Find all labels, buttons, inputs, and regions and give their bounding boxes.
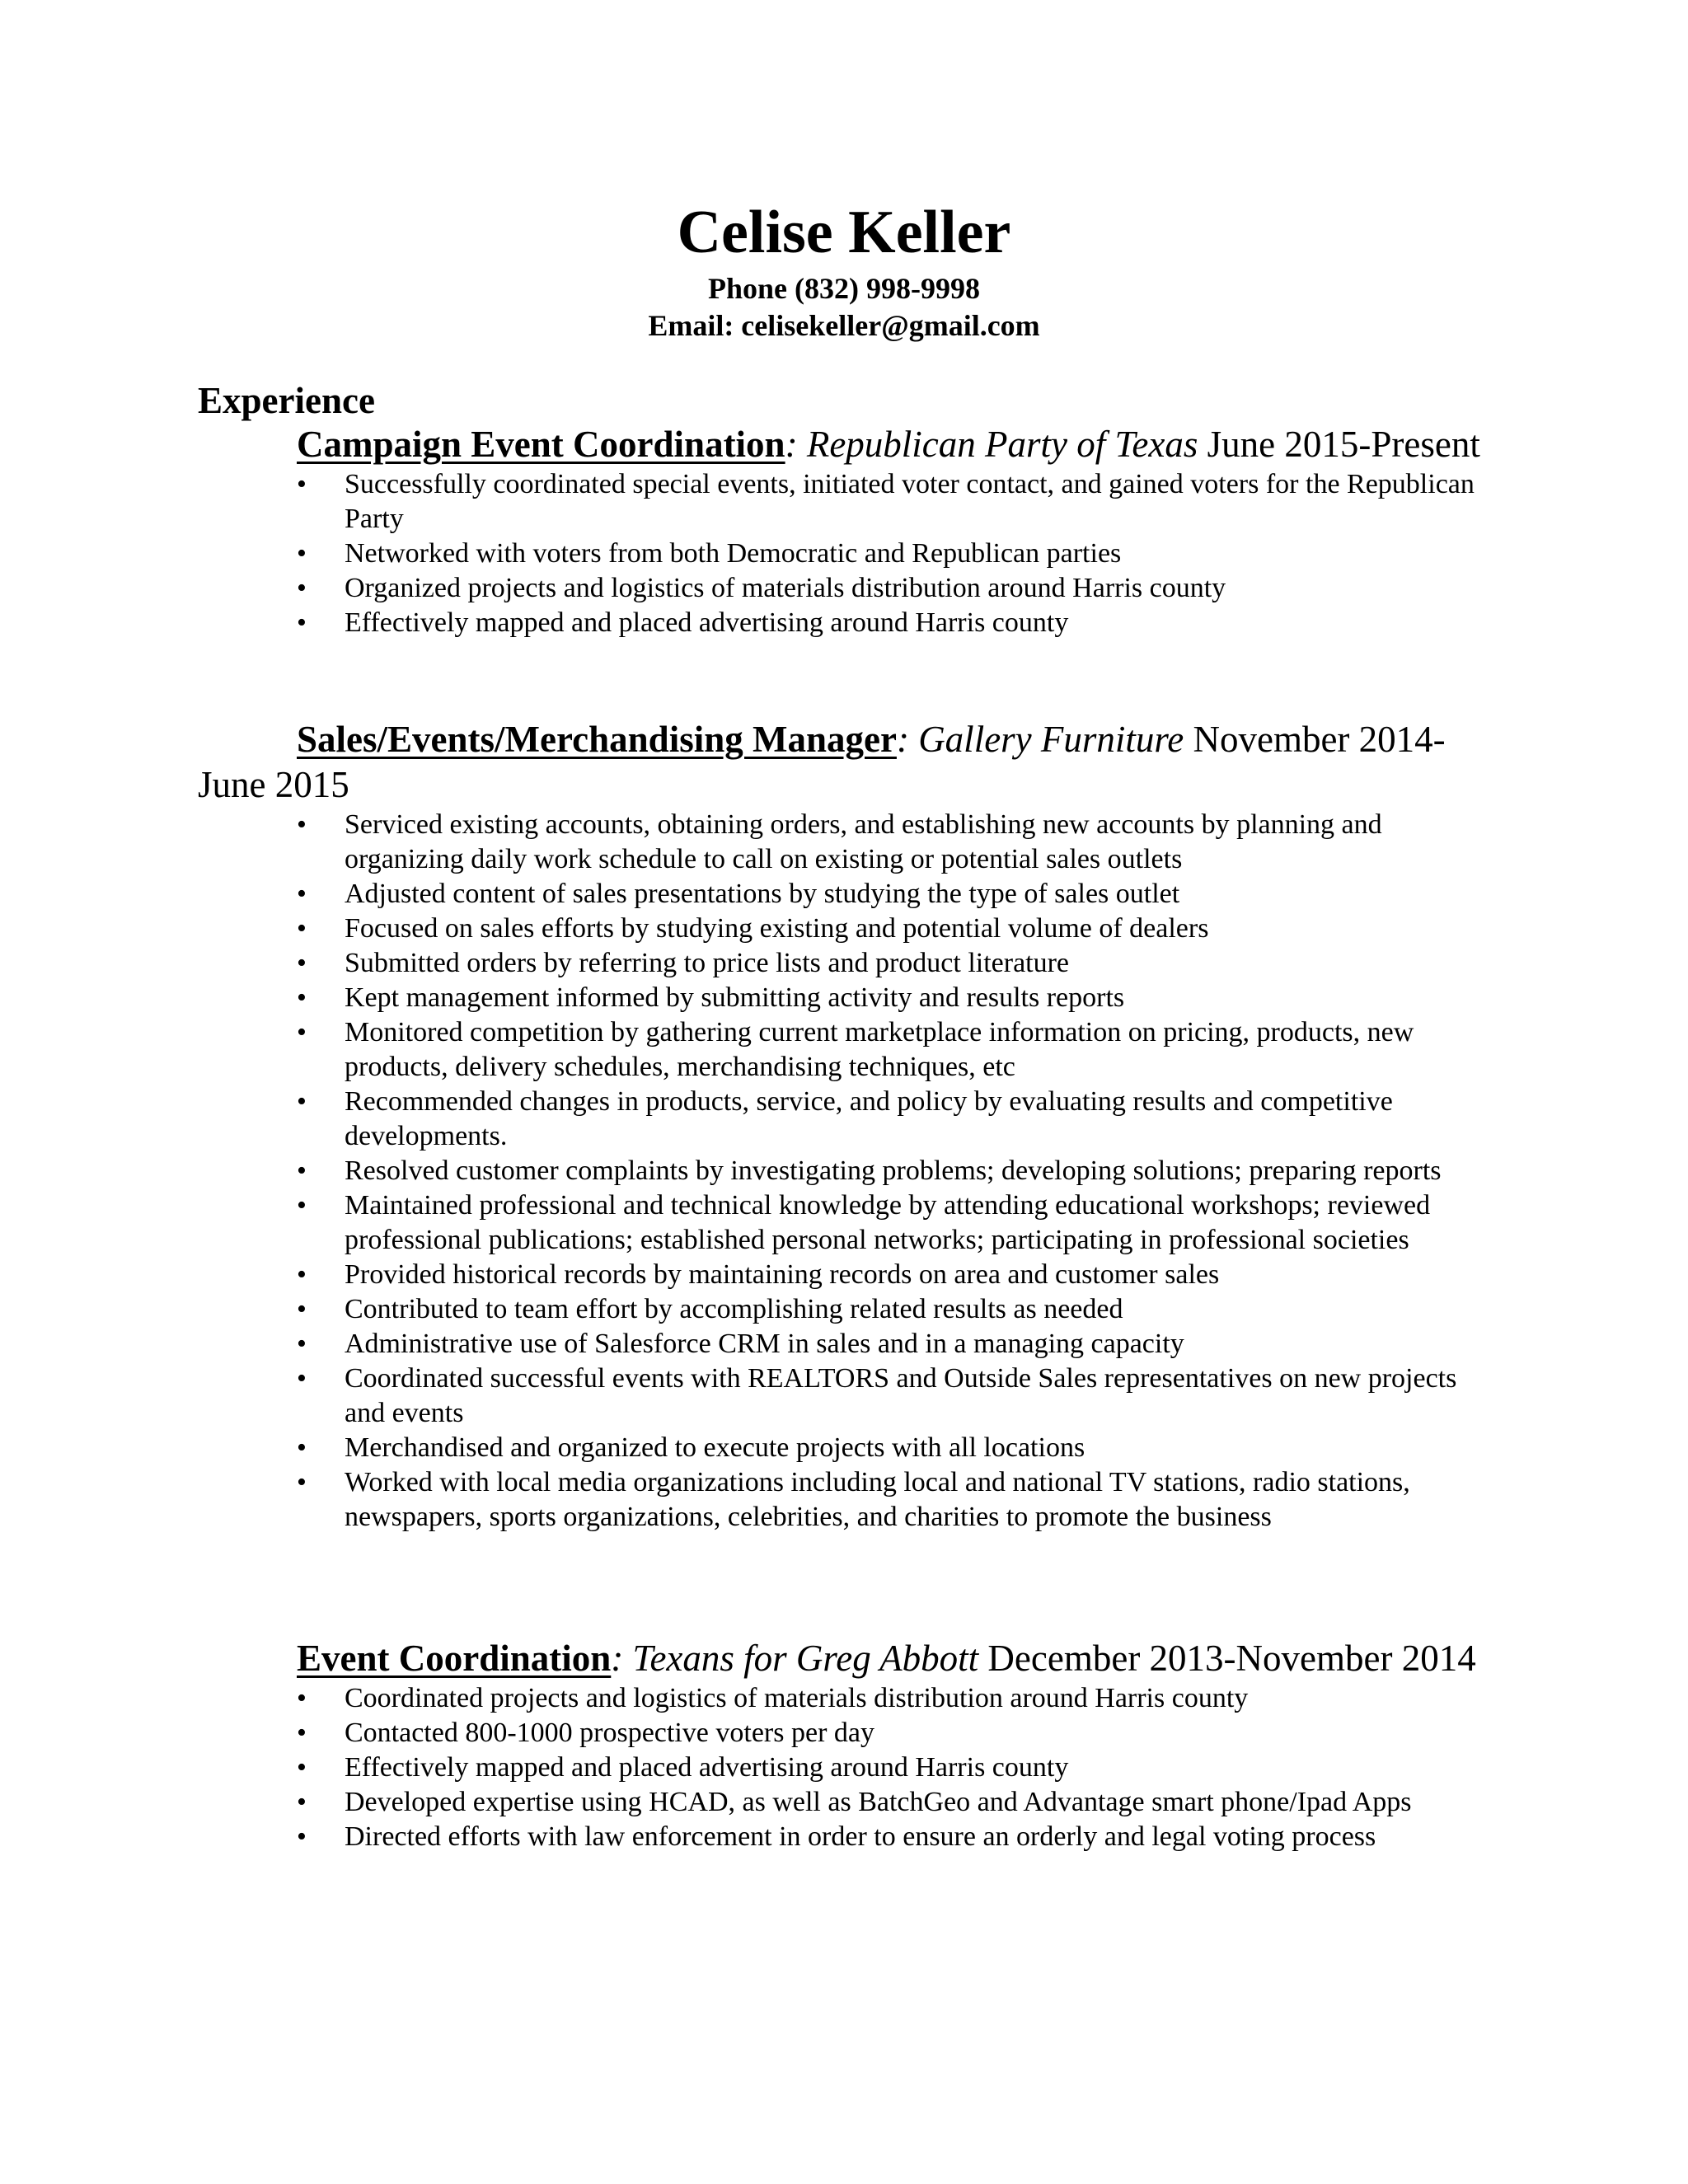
- bullet-text: Effectively mapped and placed advertising around Harris county: [345, 1752, 1069, 1783]
- bullet-icon: •: [297, 1190, 307, 1221]
- bullet-icon: •: [297, 1752, 307, 1783]
- bullet-icon: •: [297, 1294, 307, 1324]
- list-item: [198, 1015, 1484, 1085]
- job-title: Event Coordination: [297, 1638, 612, 1679]
- bullet-text: Merchandised and organized to execute projects with all locations: [345, 1432, 1085, 1463]
- list-item: [198, 1361, 1484, 1431]
- bullet-text: Contributed to team effort by accomplishing related results as needed: [345, 1294, 1123, 1324]
- bullet-icon: •: [297, 1787, 307, 1817]
- job-entry: [198, 1636, 1484, 1854]
- bullet-icon: •: [297, 1329, 307, 1359]
- bullet-text: Provided historical records by maintaining records on area and customer sales: [345, 1259, 1220, 1290]
- list-item: [198, 467, 1484, 537]
- list-item: [198, 537, 1484, 571]
- list-item: [198, 571, 1484, 606]
- job-employer: Gallery Furniture: [918, 719, 1184, 760]
- bullet-text: Monitored competition by gathering current marketplace information on pricing, products, new products, delivery schedules, merchandising techniques, etc: [345, 1017, 1414, 1082]
- bullet-text: Administrative use of Salesforce CRM in sales and in a managing capacity: [345, 1329, 1184, 1359]
- bullet-icon: •: [297, 1086, 307, 1117]
- list-item: [198, 877, 1484, 912]
- bullet-text: Networked with voters from both Democratic and Republican parties: [345, 538, 1122, 569]
- list-item: [198, 981, 1484, 1015]
- list-item: [198, 1292, 1484, 1327]
- bullet-icon: •: [297, 1259, 307, 1290]
- bullet-text: Coordinated successful events with REALTORS and Outside Sales representatives on new projects and events: [345, 1363, 1457, 1428]
- list-item: [198, 1258, 1484, 1292]
- job-entry: [198, 422, 1484, 640]
- bullet-text: Maintained professional and technical knowledge by attending educational workshops; reviewed professional publications; established personal networks; participating in professional societies: [345, 1190, 1431, 1255]
- bullet-text: Worked with local media organizations including local and national TV stations, radio stations, newspapers, sports organizations, celebrities, and charities to promote the business: [345, 1467, 1410, 1532]
- list-item: [198, 1154, 1484, 1188]
- list-item: [198, 808, 1484, 877]
- list-item: [198, 912, 1484, 946]
- bullet-icon: •: [297, 573, 307, 603]
- bullet-text: Submitted orders by referring to price lists and product literature: [345, 948, 1070, 978]
- job-separator: :: [611, 1638, 633, 1679]
- bullet-text: Kept management informed by submitting activity and results reports: [345, 982, 1125, 1013]
- job-employer: Republican Party of Texas: [806, 424, 1198, 465]
- job-heading: [198, 422, 1484, 467]
- bullet-text: Contacted 800-1000 prospective voters per day: [345, 1718, 874, 1748]
- bullet-icon: •: [297, 879, 307, 909]
- list-item: [198, 1716, 1484, 1750]
- bullet-icon: •: [297, 1017, 307, 1047]
- list-item: [198, 1465, 1484, 1535]
- list-item: [198, 1785, 1484, 1820]
- bullet-icon: •: [297, 538, 307, 569]
- job-bullet-list: [198, 467, 1484, 640]
- bullet-icon: •: [297, 1683, 307, 1713]
- list-item: [198, 1327, 1484, 1361]
- job-dates: December 2013-November 2014: [978, 1638, 1476, 1679]
- bullet-icon: •: [297, 1467, 307, 1497]
- list-item: [198, 1085, 1484, 1154]
- list-item: [198, 1681, 1484, 1716]
- job-title: Sales/Events/Merchandising Manager: [297, 719, 897, 760]
- bullet-icon: •: [297, 469, 307, 499]
- job-employer: Texans for Greg Abbott: [632, 1638, 979, 1679]
- job-dates: June 2015-Present: [1198, 424, 1480, 465]
- job-bullet-list: [198, 808, 1484, 1535]
- bullet-text: Developed expertise using HCAD, as well as BatchGeo and Advantage smart phone/Ipad Apps: [345, 1787, 1412, 1817]
- bullet-icon: •: [297, 1821, 307, 1852]
- bullet-icon: •: [297, 1155, 307, 1186]
- bullet-icon: •: [297, 809, 307, 840]
- bullet-text: Directed efforts with law enforcement in order to ensure an orderly and legal voting process: [345, 1821, 1376, 1852]
- list-item: [198, 606, 1484, 640]
- job-separator: :: [896, 719, 919, 760]
- job-title: Campaign Event Coordination: [297, 424, 785, 465]
- bullet-text: Focused on sales efforts by studying existing and potential volume of dealers: [345, 913, 1209, 944]
- list-item: [198, 1750, 1484, 1785]
- bullet-text: Coordinated projects and logistics of materials distribution around Harris county: [345, 1683, 1249, 1713]
- job-heading: [198, 1636, 1484, 1681]
- phone-line: Phone (832) 998-9998: [708, 272, 980, 305]
- job-heading: [198, 717, 1484, 808]
- bullet-icon: •: [297, 1432, 307, 1463]
- resume-header: [0, 194, 1688, 344]
- bullet-text: Organized projects and logistics of materials distribution around Harris county: [345, 573, 1226, 603]
- list-item: [198, 1820, 1484, 1854]
- list-item: [198, 1188, 1484, 1258]
- candidate-name: Celise Keller: [677, 199, 1011, 266]
- bullet-text: Recommended changes in products, service, and policy by evaluating results and competitive developments.: [345, 1086, 1393, 1151]
- email-line: Email: celisekeller@gmail.com: [648, 309, 1040, 342]
- bullet-text: Successfully coordinated special events, initiated voter contact, and gained voters for the Republican Party: [345, 469, 1475, 534]
- bullet-text: Effectively mapped and placed advertising around Harris county: [345, 607, 1069, 638]
- bullet-icon: •: [297, 982, 307, 1013]
- bullet-text: Resolved customer complaints by investigating problems; developing solutions; preparing reports: [345, 1155, 1442, 1186]
- bullet-icon: •: [297, 913, 307, 944]
- bullet-icon: •: [297, 948, 307, 978]
- list-item: [198, 946, 1484, 981]
- job-separator: :: [785, 424, 807, 465]
- job-entry: [198, 717, 1484, 1535]
- list-item: [198, 1431, 1484, 1465]
- bullet-icon: •: [297, 1718, 307, 1748]
- bullet-icon: •: [297, 607, 307, 638]
- job-dates: November 2014-June 2015: [198, 719, 1446, 805]
- bullet-icon: •: [297, 1363, 307, 1394]
- bullet-text: Adjusted content of sales presentations by studying the type of sales outlet: [345, 879, 1180, 909]
- experience-heading: Experience: [198, 380, 375, 421]
- bullet-text: Serviced existing accounts, obtaining orders, and establishing new accounts by planning and organizing daily work schedule to call on existing or potential sales outlets: [345, 809, 1382, 874]
- job-bullet-list: [198, 1681, 1484, 1854]
